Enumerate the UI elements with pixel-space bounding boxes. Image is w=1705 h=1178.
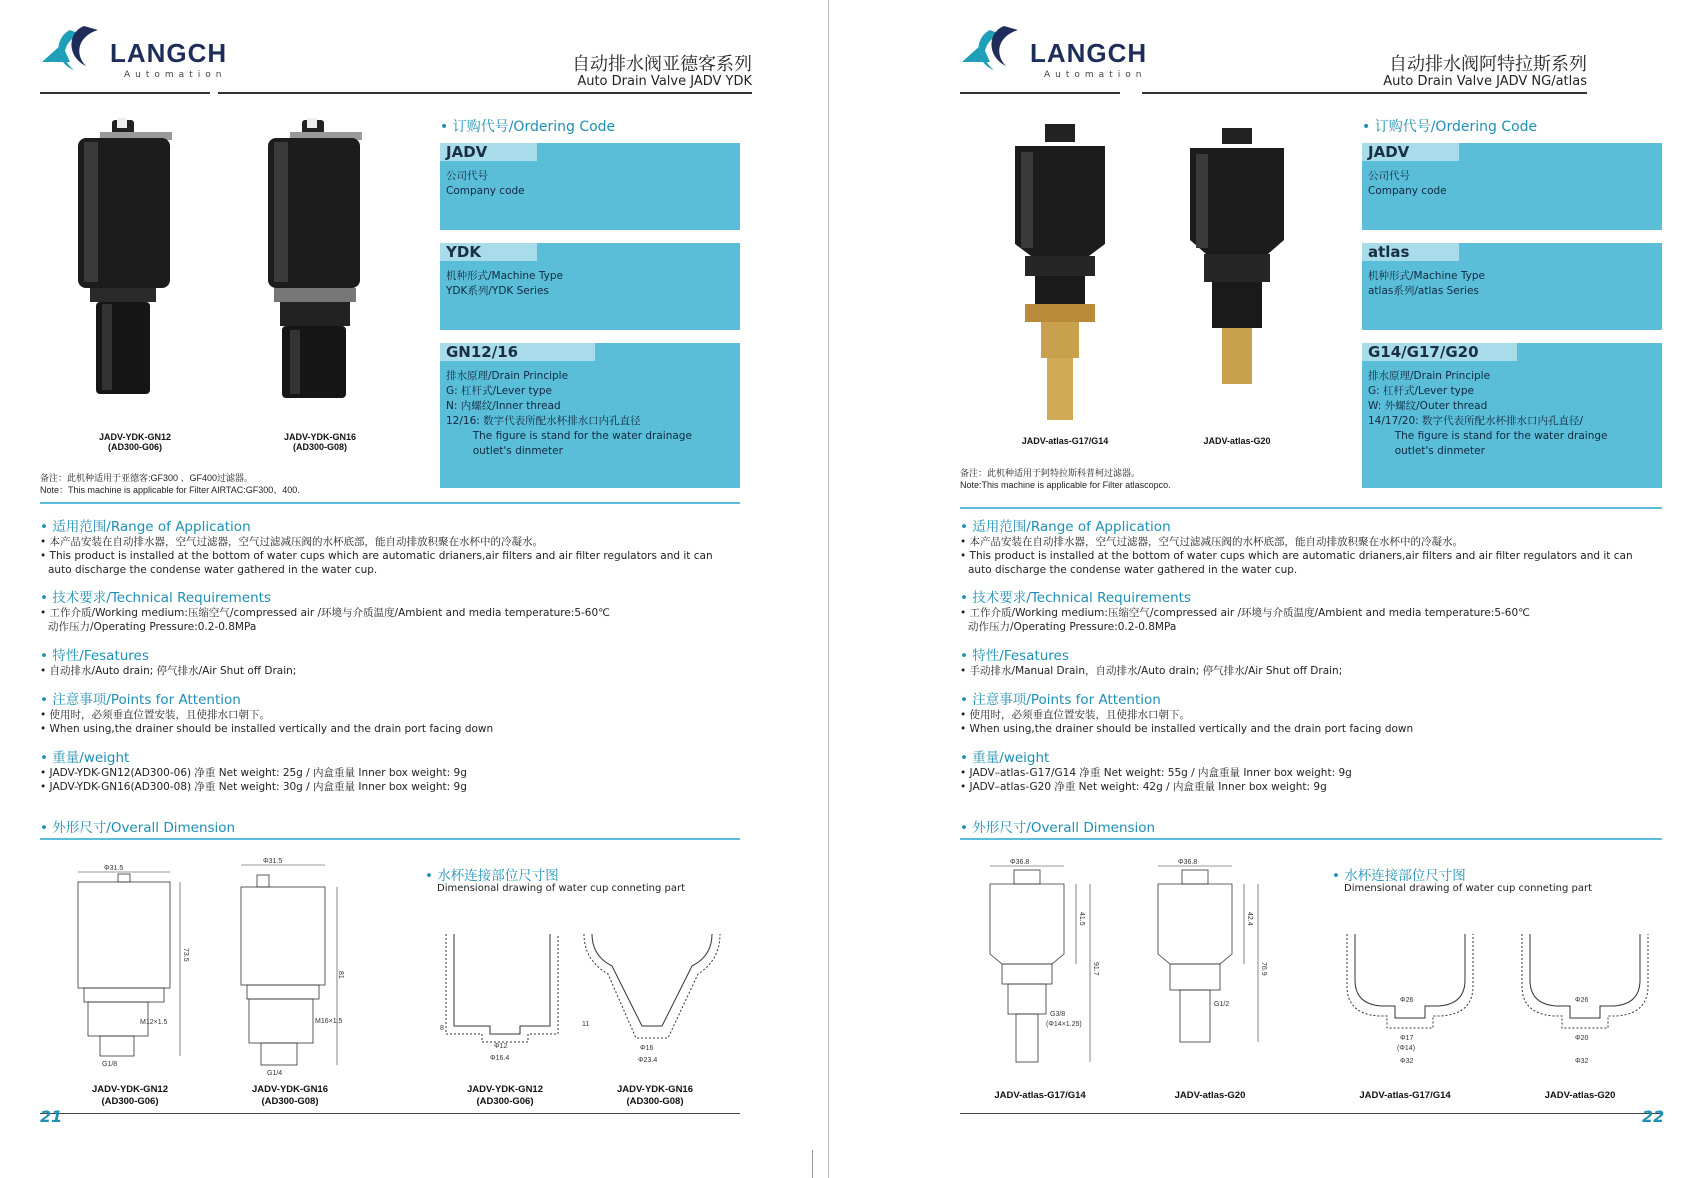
features-text: • 自动排水/Auto drain; 停气排水/Air Shut off Drain;: [40, 665, 297, 677]
cup-drawing-title: • 水杯连接部位尺寸图: [425, 868, 559, 884]
dim-label: Φ32: [1575, 1058, 1589, 1065]
section-heading-features: • 特性/Fesatures: [40, 648, 149, 664]
section-heading-attention: • 注意事项/Points for Attention: [40, 692, 241, 708]
dim-label: M16×1.5: [315, 1018, 343, 1025]
code-text: 排水原理/Drain Principle G: 杠杆式/Lever type W: 外螺纹/Outer thread 14/17/20: 数字代表所配水杯排水口内孔直径/ The figure is stand for the water drainge outlet's dinmeter: [1368, 370, 1608, 457]
brand-sub: Automation: [1044, 70, 1147, 80]
photo-code: (AD300-G06): [107, 442, 163, 452]
code-tag: G14/G17/G20: [1362, 343, 1517, 361]
code-text: 排水原理/Drain Principle G: 杠杆式/Lever type N: 内螺纹/Inner thread 12/16: 数字代表所配水杯排水口内孔直径 The figure is stand for the water drainage outlet's dinmeter: [446, 370, 692, 457]
dimension-drawing-gn16: [225, 855, 365, 1080]
dim-caption: JADV-atlas-G17/G14: [1359, 1090, 1451, 1101]
product-photo-g17: [1005, 124, 1115, 424]
note-en: Note：This machine is applicable for Filter AIRTAC:GF300、400.: [40, 485, 300, 495]
attention-text: • 使用时，必须垂直位置安装，且使排水口朝下。 • When using,the drainer should be installed vertically and the drain port facing down: [960, 709, 1414, 735]
section-heading-features: • 特性/Fesatures: [960, 648, 1069, 664]
dimension-drawing-g20: [1148, 856, 1278, 1056]
header-rule: [40, 92, 210, 94]
section-heading-dimension: • 外形尺寸/Overall Dimension: [40, 820, 236, 836]
note: [960, 467, 1171, 491]
code-tag: YDK: [440, 243, 537, 261]
page-title-en: Auto Drain Valve JADV NG/atlas: [1383, 74, 1587, 89]
dim-label: Φ20: [1575, 1035, 1589, 1042]
brand-name: LANGCH: [110, 38, 228, 68]
dim-label: Φ31.5: [104, 865, 124, 872]
brand-sub: Automation: [124, 70, 227, 80]
section-heading-range: • 适用范围/Range of Application: [960, 519, 1171, 535]
dim-label: M12×1.5: [140, 1019, 168, 1026]
dim-label: 41.5: [1078, 912, 1085, 926]
dim-label: (Φ14): [1397, 1045, 1416, 1052]
page-number: 21: [40, 1107, 63, 1126]
note-cn: 备注：此机种适用于亚德客:GF300 、GF400过滤器。: [40, 473, 254, 483]
range-text: • 本产品安装在自动排水器，空气过滤器，空气过滤减压阀的水杯底部，能自动排放积聚在水杯中的冷凝水。 • This product is installed at the bottom of water cups which are automatic drianers,air filters and air filter regulators and it can auto discharge the condense water gathered in the water cup.: [960, 536, 1633, 576]
dim-caption: JADV-YDK-GN12 (AD300-G06): [466, 1084, 544, 1107]
section-heading-weight: • 重量/weight: [40, 750, 130, 766]
dim-label: Φ23.4: [638, 1057, 658, 1064]
section-heading-range: • 适用范围/Range of Application: [40, 519, 251, 535]
section-heading-weight: • 重量/weight: [960, 750, 1050, 766]
code-tag: JADV: [440, 143, 537, 161]
dimension-drawing-gn12: [60, 858, 200, 1078]
note-cn: 备注：此机种适用于阿特拉斯科普柯过滤器。: [960, 468, 1141, 478]
cup-drawing-gn16: [582, 930, 722, 1070]
section-heading-attention: • 注意事项/Points for Attention: [960, 692, 1161, 708]
dim-label: Φ16.4: [490, 1055, 510, 1062]
cup-drawing-title: • 水杯连接部位尺寸图: [1332, 868, 1466, 884]
cup-drawing-g20: [1520, 930, 1650, 1070]
section-divider: [40, 502, 740, 504]
ordering-code-title: • 订购代号/Ordering Code: [1362, 119, 1538, 135]
cup-drawing-g17: [1345, 930, 1475, 1070]
brand-name: LANGCH: [1030, 38, 1148, 68]
dim-label: Φ31.5: [263, 858, 283, 865]
header-rule: [1142, 92, 1587, 94]
dim-label: Φ26: [1575, 997, 1589, 1004]
dim-label: G1/4: [267, 1070, 283, 1077]
dim-caption: JADV-YDK-GN16 (AD300-G08): [616, 1084, 694, 1107]
cup-drawing-subtitle: Dimensional drawing of water cup conneting part: [437, 883, 686, 894]
code-box-company: [1362, 143, 1662, 230]
dim-label: G1/8: [102, 1061, 118, 1068]
dim-label: Φ36.8: [1010, 859, 1030, 866]
dim-label: Φ16: [640, 1045, 654, 1052]
dim-label: 76.9: [1260, 962, 1267, 976]
code-tag: atlas: [1362, 243, 1459, 261]
code-box-type: [1362, 243, 1662, 330]
code-text: 机种形式/Machine Type atlas系列/atlas Series: [1368, 270, 1485, 297]
code-text: 公司代号 Company code: [1368, 170, 1447, 197]
code-text: 公司代号 Company code: [446, 170, 525, 197]
code-tag: GN12/16: [440, 343, 595, 361]
photo-caption: [245, 432, 395, 452]
code-text: 机种形式/Machine Type YDK系列/YDK Series: [446, 270, 563, 297]
dim-caption: JADV-atlas-G20: [1174, 1090, 1246, 1101]
footer-rule: [40, 1113, 740, 1114]
tech-text: • 工作介质/Working medium:压缩空气/compressed air /环境与介质温度/Ambient and media temperature:5-60℃ 动作压力/Operating Pressure:0.2-0.8MPa: [40, 607, 610, 633]
section-heading-tech: • 技术要求/Technical Requirements: [40, 590, 271, 606]
code-box-principle: [440, 343, 740, 488]
photo-caption: [60, 432, 210, 452]
dim-label: 81: [337, 971, 344, 979]
section-heading-tech: • 技术要求/Technical Requirements: [960, 590, 1191, 606]
dim-label: Φ32: [1400, 1058, 1414, 1065]
dim-label: (Φ14×1.25): [1046, 1021, 1082, 1028]
page-title-en: Auto Drain Valve JADV YDK: [577, 74, 752, 89]
code-box-type: [440, 243, 740, 330]
weight-text: • JADV–atlas-G17/G14 净重 Net weight: 55g / 内盒重量 Inner box weight: 9g • JADV–atlas-G20 净重 Net weight: 42g / 内盒重量 Inner box weight: 9g: [960, 767, 1352, 793]
cup-drawing-subtitle: Dimensional drawing of water cup conneting part: [1344, 883, 1593, 894]
page-title-cn: 自动排水阀亚德客系列: [572, 54, 752, 75]
section-divider: [960, 507, 1662, 509]
dim-caption: JADV-atlas-G20: [1544, 1090, 1616, 1101]
attention-text: • 使用时，必须垂直位置安装，且使排水口朝下。 • When using,the drainer should be installed vertically and the drain port facing down: [40, 709, 494, 735]
dim-caption: JADV-YDK-GN16 (AD300-G08): [251, 1084, 329, 1107]
features-text: • 手动排水/Manual Drain，自动排水/Auto drain; 停气排水/Air Shut off Drain;: [960, 665, 1343, 677]
note: [40, 472, 300, 496]
dim-label: 73.5: [182, 948, 189, 962]
photo-caption: [1162, 436, 1312, 446]
dim-label: G1/2: [1214, 1001, 1230, 1008]
tech-text: • 工作介质/Working medium:压缩空气/compressed air /环境与介质温度/Ambient and media temperature:5-60℃ 动作压力/Operating Pressure:0.2-0.8MPa: [960, 607, 1530, 633]
weight-text: • JADV-YDK-GN12(AD300-06) 净重 Net weight: 25g / 内盒重量 Inner box weight: 9g • JADV-YDK-GN16(AD300-08) 净重 Net weight: 30g / 内盒重量 Inner box weight: 9g: [40, 767, 467, 793]
section-divider: [960, 838, 1662, 840]
dim-label: Φ17: [1400, 1035, 1414, 1042]
code-tag: JADV: [1362, 143, 1459, 161]
photo-code: (AD300-G08): [292, 442, 348, 452]
photo-model: JADV-YDK-GN16: [283, 432, 357, 442]
dim-label: 11: [582, 1021, 590, 1028]
photo-model: JADV-YDK-GN12: [98, 432, 172, 442]
dim-label: G3/8: [1050, 1011, 1066, 1018]
note-en: Note:This machine is applicable for Filter atlascopco.: [960, 480, 1171, 490]
dim-label: 8: [440, 1025, 444, 1032]
langch-swoosh-icon: [960, 22, 1030, 82]
code-box-company: [440, 143, 740, 230]
photo-model: JADV-atlas-G20: [1203, 436, 1271, 446]
photo-model: JADV-atlas-G17/G14: [1021, 436, 1109, 446]
product-photo-gn12: [70, 118, 180, 398]
dim-label: Φ36.8: [1178, 859, 1198, 866]
dim-caption: JADV-atlas-G17/G14: [994, 1090, 1086, 1101]
header-rule: [960, 92, 1120, 94]
photo-caption: [980, 436, 1150, 446]
page-left: [0, 0, 840, 1178]
header-rule: [218, 92, 752, 94]
dimension-drawing-g17: [980, 856, 1110, 1078]
range-text: • 本产品安装在自动排水器，空气过滤器，空气过滤减压阀的水杯底部，能自动排放积聚在水杯中的冷凝水。 • This product is installed at the bottom of water cups which are automatic drianers,air filters and air filter regulators and it can auto discharge the condense water gathered in the water cup.: [40, 536, 713, 576]
cup-drawing-gn12: [440, 930, 570, 1065]
page-right: [920, 0, 1705, 1178]
section-divider: [40, 838, 740, 840]
page-number: 22: [1642, 1107, 1665, 1126]
page-title-cn: 自动排水阀阿特拉斯系列: [1389, 54, 1587, 75]
product-photo-g20: [1182, 128, 1292, 398]
dim-label: 91.7: [1092, 962, 1099, 976]
ordering-code-title: • 订购代号/Ordering Code: [440, 119, 616, 135]
langch-swoosh-icon: [40, 22, 110, 82]
dim-label: Φ12: [494, 1043, 508, 1050]
section-heading-dimension: • 外形尺寸/Overall Dimension: [960, 820, 1156, 836]
footer-rule: [960, 1113, 1662, 1114]
brand-logo: [960, 22, 1160, 82]
product-photo-gn16: [260, 118, 370, 408]
code-box-principle: [1362, 343, 1662, 488]
dim-label: Φ26: [1400, 997, 1414, 1004]
dim-caption: JADV-YDK-GN12 (AD300-G06): [91, 1084, 169, 1107]
brand-logo: [40, 22, 240, 82]
dim-label: 42.4: [1246, 912, 1253, 926]
